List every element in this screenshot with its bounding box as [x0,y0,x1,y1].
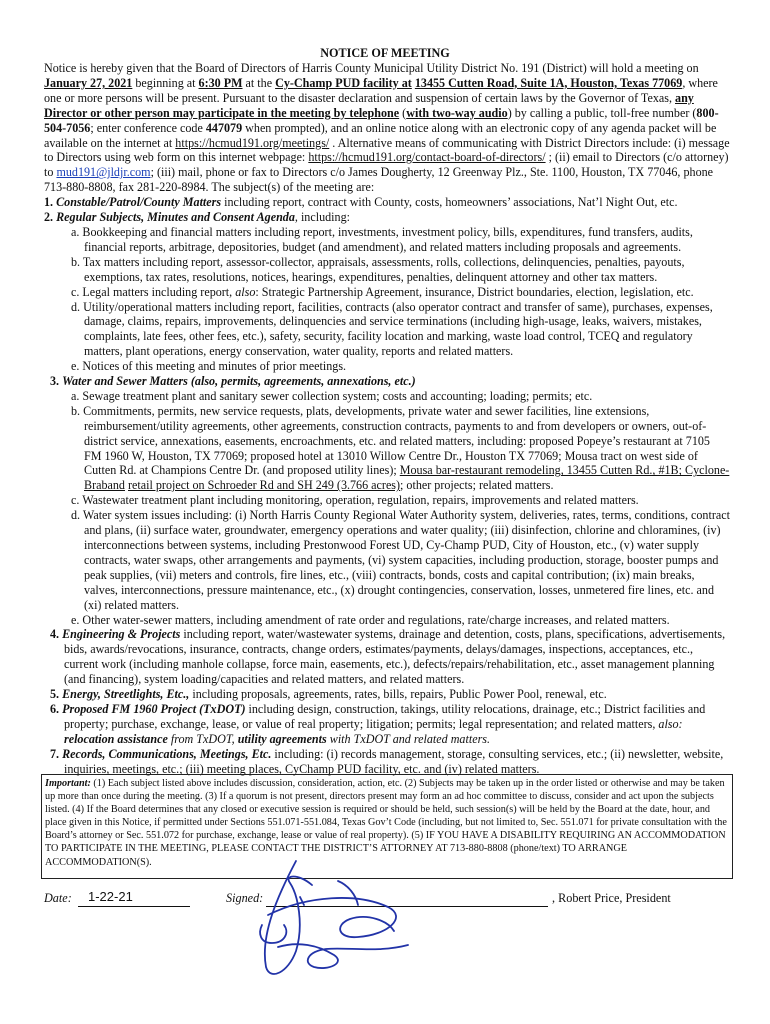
item-heading: Water and Sewer Matters (also, permits, agreements, annexations, etc.) [62,374,416,389]
intro-text: . Alternative means of communicating with District Directors include: (i) message to Directors using web form on this internet webpage: [44,135,730,165]
item-heading: Engineering & Projects [62,627,181,642]
item-number: 7. [50,746,63,761]
item-heading: Energy, Streetlights, Etc., [62,687,190,702]
intro-text: , where one or more persons will be present. Pursuant to the disaster declaration and suspension of certain laws by the Governor of Texas, [44,75,718,105]
signer-name: , Robert Price, President [552,891,671,905]
subitem-2d: d. Utility/operational matters including report, facilities, contracts (also operator contract and transfer of same), purchases, expenses, damage, claims, repairs, improvements, delinquencies and service terminations (including high-usage, leaks, waivers, mistakes, complaints, late fees, other fees, etc.), safety, security, facility location and marking, waste load control, TCEQ and regulatory matters, plant operations, energy conservation, water quality, reports and related matters. [71,299,713,359]
subitem-text: ; other projects; related matters. [400,478,554,493]
subitem-also: also [235,284,256,299]
subitem-2a: a. Bookkeeping and financial matters including report, investments, investment policy, bills, expenditures, fund transfers, audits, financial reports, arbitrage, depositories, budget (and amendment), and related matters including proposals and agreements. [71,224,693,254]
item-text: including proposals, agreements, rates, bills, repairs, Public Power Pool, renewal, etc. [189,687,607,702]
item-also: also: [658,716,683,731]
intro-text: ) by calling a public, toll-free number ( [507,105,697,120]
item-heading: Regular Subjects, Minutes and Consent Agenda [56,210,295,225]
utility-agreements: utility agreements [237,731,327,746]
intro-text: ; (ii) email to Directors (c/o attorney) to [44,150,729,180]
intro-text: at the [242,75,276,90]
important-text: (1) Each subject listed above includes discussion, consideration, action, etc. (2) Subjects may be taken up in the order listed or otherwise and may be taken up more than once during the meeting. (3) If a quorum is not present, directors present may form an ad hoc committee to discuss, consider and act upon the subjects listed. (4) If the Board determines that any closed or executive session is required or should be held, such session(s) will be held by the Board at the date, hour, and place given in this Notice, if permitted under Sections 551.071-551.084, Texas Gov’t Code (including, but not limited to, Sec. 551.071 for private consultation with the Board’s attorney or Sec. 551.072 for purchase, exchange, lease or value of real property). (5) IF YOU HAVE A DISABILITY REQUIRING AN ACCOMMODATION TO PARTICIPATE IN THE MEETING, PLEASE CONTACT THE DISTRICT’S ATTORNEY AT 713-880-8808 (phone/text) TO ARRANGE ACCOMMODATION(S). [45,778,727,868]
subitem-text: b. Commitments, permits, new service requests, plats, developments, private water and sewer facilities, line extensions, reimbursement/utility agreements, other agreements, construction contracts, payments to and from developers or owners, out-of-district service, annexations, easements, encroachments, etc. and related matters, including: proposed Popeye’s restaurant at 7105 FM 1960 W, Houston, TX 77069; proposed hotel at 13010 Willow Centre Dr., Houston TX 77069; Mousa tract on west side of Cutten Rd. at Champions Centre Dr. (and proposed utility lines); [71,403,710,478]
telephone-participation: any Director or other person may participate in the meeting by telephone [44,90,694,120]
meetings-link[interactable]: https://hcmud191.org/meetings/ [175,135,330,150]
intro-paragraph [44,61,730,195]
intro-text: ; enter conference code [90,120,206,135]
meeting-date: January 27, 2021 [44,75,133,90]
subitem-3c: c. Wastewater treatment plant including monitoring, operation, regulation, repairs, improvements and related matters. [71,493,639,508]
contact-board-link[interactable]: https://hcmud191.org/contact-board-of-directors/ [308,150,546,165]
subitem-3e: e. Other water-sewer matters, including amendment of rate order and regulations, rate/charge increases, and related matters. [71,612,670,627]
toll-free-number: 800-504-7056 [44,105,719,135]
meeting-time: 6:30 PM [198,75,243,90]
item-number: 5. [50,687,63,702]
item-number: 6. [50,701,63,716]
intro-text: Notice is hereby given that the Board of Directors of Harris County Municipal Utility District No. 191 (District) will hold a meeting on [44,61,699,75]
intro-text: when prompted), and an online notice along with an electronic copy of any agenda packet will be available on the internet at [44,120,717,150]
item-text: including design, construction, takings, utility relocations, drainage, etc.; District facilities and property; purchase, exchange, lease, or value of real property; litigation; permits; legal representation; and related matters, [64,701,706,731]
notice-title: NOTICE OF MEETING [320,46,450,60]
date-label: Date: [44,891,72,905]
agenda-item-1 [44,195,730,210]
agenda-item-5 [50,687,730,702]
item-text: from TxDOT, [167,731,238,746]
item-text: including: (i) records management, storage, consulting services, etc.; (ii) newsletter, website, inquiries, meetings, etc.; (iii) meeting places, CyChamp PUD facility, etc. and (iv) related matters. [64,746,724,776]
item-text: with TxDOT and related matters. [326,731,491,746]
item-heading: Proposed FM 1960 Project (TxDOT) [62,701,246,716]
subitem-3d: d. Water system issues including: (i) North Harris County Regional Water Authority system, deliveries, rates, terms, conditions, contract and plans, (ii) surface water, groundwater, emergency operations and water quality; (iii) disinfection, chlorine and chloramines, (iv) interconnections between systems, including Prestonwood Forest UD, Cy-Champ PUD, City of Houston, etc., (v) water supply contracts, water swaps, other arrangements and payments, (vi) system capacities, including production, storage, booster pumps and peak supplies, (vii) meters and controls, fire lines, etc., (viii) contracts, bonds, costs and capital contribution; (ix) main breaks, valves, interconnections, pressure maintenance, etc., (x) drought contingencies, conservation, losses, unmetered fire lines, etc. and (xi) related matters. [71,508,730,612]
signature-stroke [260,925,286,943]
conference-code: 447079 [205,120,243,135]
item-number: 3. [50,374,63,389]
subitem-3b [71,404,730,493]
relocation-assistance: relocation assistance [64,731,168,746]
item-number: 1. [44,195,57,210]
retail-project: retail project on Schroeder Rd and SH 249 (3.766 acres) [128,478,401,493]
signed-label: Signed: [226,891,264,905]
item-heading: Constable/Patrol/County Matters [56,195,222,210]
item-heading: Records, Communications, Meetings, Etc. [62,746,272,761]
notice-body [44,61,730,777]
intro-text: beginning at [132,75,199,90]
important-label: Important: [45,778,91,789]
two-way-audio: with two-way audio [406,105,508,120]
meeting-facility: Cy-Champ PUD facility at [275,75,412,90]
meeting-address: 13455 Cutten Road, Suite 1A, Houston, Texas 77069 [414,75,683,90]
subitem-text: c. Legal matters including report, [71,284,236,299]
email-link[interactable]: mud191@jldjr.com [56,165,151,180]
subitem-2c [71,285,730,300]
agenda-item-4 [50,627,730,687]
item-text: , including: [294,210,350,225]
agenda-item-6 [50,702,730,747]
item-number: 2. [44,210,57,225]
agenda-item-3 [50,374,730,389]
agenda-item-2 [44,210,730,225]
signature-stroke [265,861,312,974]
subitem-2b: b. Tax matters including report, assessor-collector, appraisals, assessments, rolls, collections, delinquencies, penalties, payouts, exemptions, tax rates, resolutions, notices, hearings, expenditures, penalties, delinquent attorney and other tax matters. [71,254,685,284]
intro-text: ( [399,105,407,120]
date-value: 1-22-21 [88,889,133,904]
agenda-item-7 [50,747,730,777]
handwritten-signature [238,855,458,985]
intro-text: ; (iii) mail, phone or fax to Directors c/o James Dougherty, 12 Greenway Plz., Ste. 1100, Houston, TX 77046, phone 713-880-8808, fax 281-220-8984. The subject(s) of the meeting are: [44,165,714,195]
mousa-remodeling: Mousa bar-restaurant remodeling, 13455 Cutten Rd., #1B; Cyclone-Braband [84,463,730,493]
item-text: including report, contract with County, costs, homeowners’ associations, Nat’l Night Out, etc. [221,195,678,210]
item-text: including report, water/wastewater systems, drainage and detention, costs, plans, specifications, advertisements, bids, awards/revocations, insurance, contracts, change orders, estimates/payments, delays/damages, inspections, acceptances, etc., current work (including manhole collapse, force main, easements, etc.), defects/repairs/rehabilitation, etc., asset management planning (and financing), system loading/capacities and related matters, and related matters. [64,627,726,687]
subitem-3a: a. Sewage treatment plant and sanitary sewer collection system; costs and accounting; loading; permits; etc. [71,388,593,403]
item-number: 4. [50,627,63,642]
subitem-text: : Strategic Partnership Agreement, insurance, District boundaries, election, legislation, etc. [255,284,694,299]
subitem-2e: e. Notices of this meeting and minutes of prior meetings. [71,359,347,374]
